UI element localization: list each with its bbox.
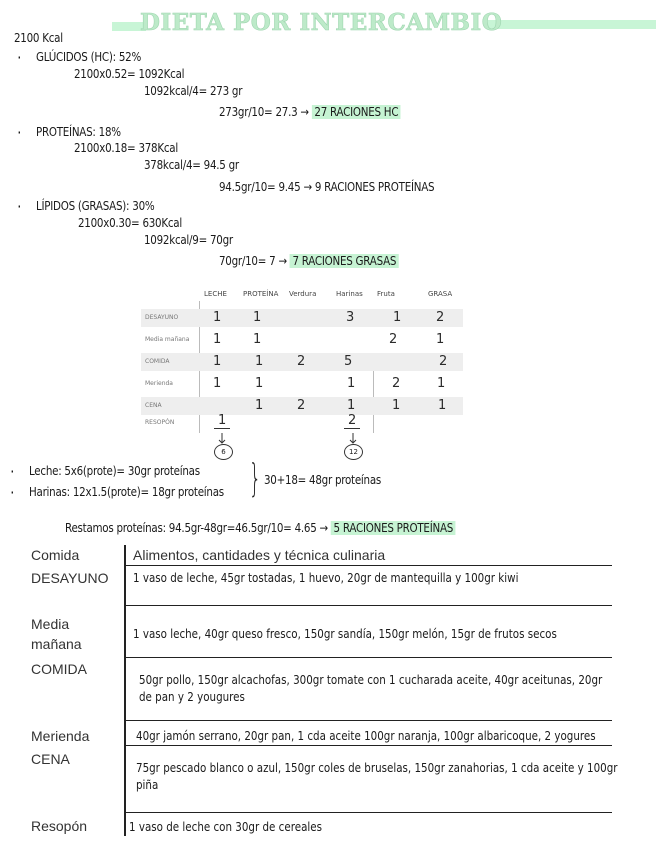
table-rule — [124, 657, 612, 658]
meal-label: Resopón — [31, 818, 88, 834]
curly-brace: } — [249, 456, 262, 500]
table-rule — [124, 605, 612, 606]
grid-cell: 2 — [392, 376, 401, 391]
table-header-comida: Comida — [31, 547, 80, 563]
lip-calc2: 1092kcal/9= 70gr — [144, 233, 233, 247]
prot-calc2: 378kcal/4= 94.5 gr — [144, 158, 239, 172]
meal-label: CENA — [31, 751, 70, 767]
grid-header-grasa: GRASA — [428, 290, 453, 298]
grid-cell: 1 — [392, 398, 401, 413]
prot-calc3: 94.5gr/10= 9.45 → 9 RACIONES PROTEÍNAS — [219, 180, 435, 194]
grid-row-comida — [141, 353, 463, 371]
restamos-result: 5 RACIONES PROTEÍNAS — [331, 521, 456, 535]
grid-cell: 1 — [253, 310, 262, 325]
title-highlight-right — [488, 20, 656, 29]
table-vertical-rule — [124, 545, 126, 836]
grid-row-media-manana — [141, 331, 463, 349]
grid-cell: 2 — [344, 413, 360, 429]
grid-header-leche: LECHE — [204, 290, 227, 298]
page-title: DIETA POR INTERCAMBIO — [140, 9, 503, 36]
grid-cell: 1 — [213, 310, 222, 325]
grid-row-label: Media mañana — [145, 336, 190, 343]
grid-cell: 1 — [213, 332, 222, 347]
grid-cell: 1 — [253, 332, 262, 347]
grid-header-harinas: Harinas — [336, 290, 363, 298]
grid-cell: 1 — [214, 413, 230, 429]
grid-row-label: COMIDA — [145, 358, 170, 365]
restamos-text: Restamos proteínas: 94.5gr-48gr=46.5gr/10= 4.65 → — [65, 521, 328, 535]
note-sum: 30+18= 48gr proteínas — [264, 473, 382, 487]
grid-cell: 2 — [439, 354, 448, 369]
grid-row-label: RESOPÓN — [145, 419, 175, 426]
grid-cell: 1 — [393, 310, 402, 325]
harinas-total-circle: 12 — [344, 444, 363, 460]
note-harinas: · Harinas: 12x1.5(prote)= 18gr proteínas — [29, 485, 224, 499]
grid-cell: 1 — [213, 376, 222, 391]
prot-calc1: 2100x0.18= 378Kcal — [74, 141, 178, 155]
grid-row-label: DESAYUNO — [145, 314, 179, 321]
meal-label: Media mañana — [31, 616, 82, 652]
grid-row-label: Merienda — [145, 380, 173, 387]
grid-cell: 1 — [347, 376, 356, 391]
meal-label: Merienda — [31, 728, 90, 744]
hc-calc3 — [219, 105, 401, 119]
hc-calc2: 1092kcal/4= 273 gr — [144, 84, 243, 98]
grid-cell: 1 — [213, 354, 222, 369]
grid-row-desayuno — [141, 309, 463, 327]
meal-foods: 40gr jamón serrano, 20gr pan, 1 cda aceite 100gr naranja, 100gr albaricoque, 2 yogures — [136, 729, 596, 743]
grid-row-merienda — [141, 375, 463, 393]
prot-heading: · PROTEÍNAS: 18% — [36, 125, 121, 139]
grid-cell: 1 — [438, 398, 447, 413]
grid-header-proteina: PROTEÍNA — [243, 290, 279, 298]
grid-cell: 1 — [255, 354, 264, 369]
meal-foods: 50gr pollo, 150gr alcachofas, 300gr tomate con 1 cucharada aceite, 40gr aceitunas, 20gr de pan y 2 yougures — [139, 673, 603, 704]
lip-calc3 — [219, 254, 399, 268]
meal-foods: 1 vaso de leche con 30gr de cereales — [129, 820, 323, 834]
kcal-total: 2100 Kcal — [14, 31, 63, 45]
grid-cell: 3 — [346, 310, 355, 325]
lip-heading: · LÍPIDOS (GRASAS): 30% — [36, 199, 154, 213]
leche-total-circle: 6 — [214, 444, 233, 460]
hc-calc1: 2100x0.52= 1092Kcal — [74, 67, 185, 81]
grid-header-verdura: Verdura — [289, 290, 317, 298]
grid-row-cena — [141, 397, 463, 415]
exchange-grid — [141, 287, 463, 437]
grid-cell: 2 — [389, 332, 398, 347]
note-leche: · Leche: 5x6(prote)= 30gr proteínas — [29, 464, 200, 478]
grid-cell: 1 — [436, 332, 445, 347]
hc-calc3-text: 273gr/10= 27.3 → — [219, 105, 309, 119]
meal-label: COMIDA — [31, 661, 87, 677]
grid-cell: 5 — [344, 354, 353, 369]
grid-cell: 2 — [297, 398, 306, 413]
grid-cell: 1 — [347, 398, 356, 413]
meal-foods: 1 vaso de leche, 45gr tostadas, 1 huevo, 20gr de mantequilla y 100gr kiwi — [133, 571, 519, 585]
lip-calc3-text: 70gr/10= 7 → — [219, 254, 287, 268]
hc-result: 27 RACIONES HC — [312, 105, 401, 119]
table-rule — [124, 720, 612, 721]
table-rule — [124, 745, 612, 746]
note-restamos — [65, 521, 456, 535]
grid-row-label: CENA — [145, 402, 162, 409]
lip-result: 7 RACIONES GRASAS — [290, 254, 399, 268]
grid-cell: 1 — [255, 376, 264, 391]
lip-calc1: 2100x0.30= 630Kcal — [78, 216, 182, 230]
table-header-alimentos: Alimentos, cantidades y técnica culinaria — [133, 547, 386, 563]
hc-heading: · GLÚCIDOS (HC): 52% — [36, 50, 141, 64]
meal-foods: 75gr pescado blanco o azul, 150gr coles de bruselas, 150gr zanahorias, 1 cda aceite y 100gr piña — [136, 761, 618, 792]
table-rule — [124, 565, 612, 566]
grid-header-fruta: Fruta — [377, 290, 395, 298]
meal-label: DESAYUNO — [31, 570, 109, 586]
grid-cell: 2 — [436, 310, 445, 325]
table-rule — [124, 812, 612, 813]
grid-cell: 2 — [297, 354, 306, 369]
grid-cell: 1 — [437, 376, 446, 391]
meal-foods: 1 vaso leche, 40gr queso fresco, 150gr sandía, 150gr melón, 15gr de frutos secos — [133, 627, 557, 641]
grid-cell: 1 — [255, 398, 264, 413]
